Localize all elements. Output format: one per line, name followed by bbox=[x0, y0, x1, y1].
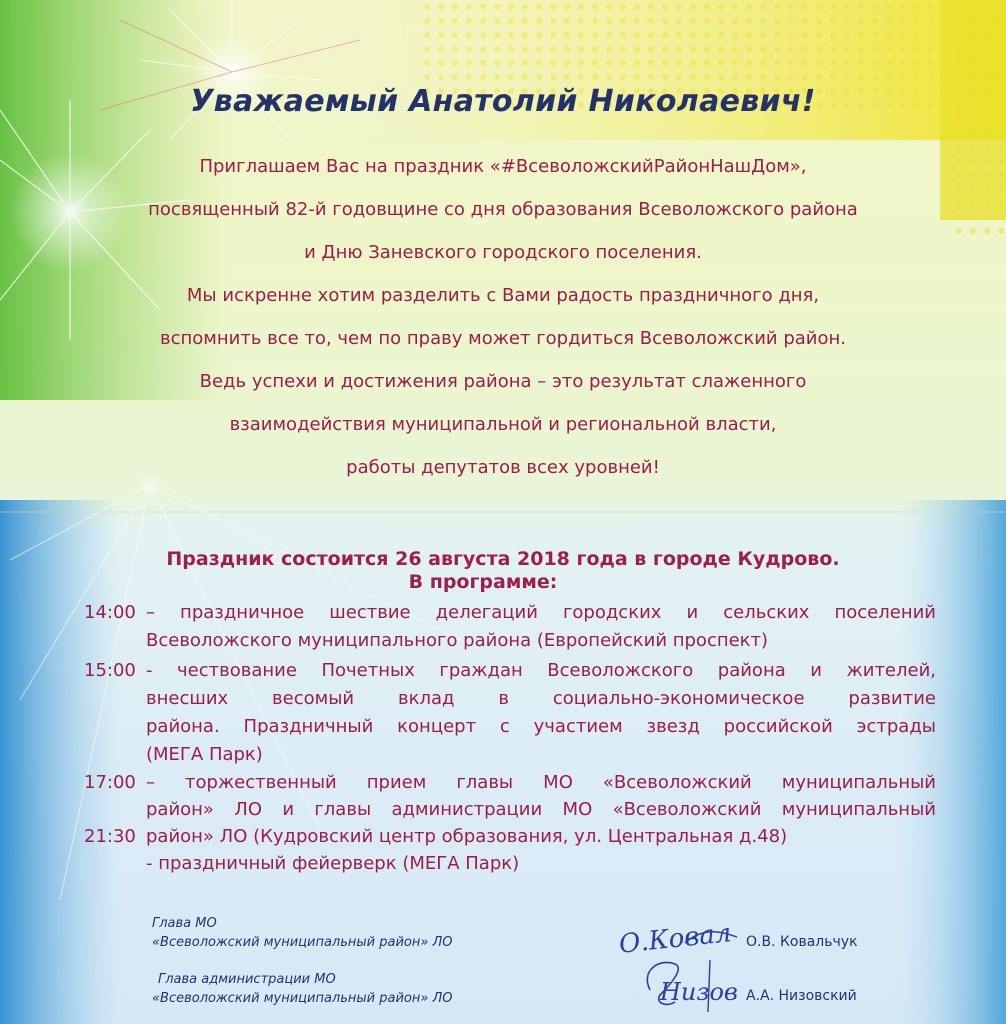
program-time: 21:30 bbox=[84, 826, 136, 847]
program-line: район» ЛО (Кудровский центр образования, ул. Центральная д.48) bbox=[146, 826, 788, 847]
program-line: район» ЛО и главы администрации МО «Всеволожский муниципальный bbox=[146, 799, 936, 820]
signature-nizovsky bbox=[630, 950, 740, 1020]
program-time: 15:00 bbox=[84, 660, 136, 681]
signatory-role: «Всеволожский муниципальный район» ЛО bbox=[152, 991, 453, 1006]
program-line: – праздничное шествие делегаций городских и сельских поселений bbox=[146, 602, 936, 623]
signatory-role: Глава МО bbox=[152, 916, 217, 931]
svg-text:О.Ковал: О.Ковал bbox=[617, 918, 733, 960]
invitation-line: Ведь успехи и достижения района – это результат слаженного bbox=[199, 371, 807, 392]
invitation-line: и Дню Заневского городского поселения. bbox=[304, 242, 702, 263]
signatory-role: Глава администрации МО bbox=[158, 972, 336, 987]
invitation-line: посвященный 82-й годовщине со дня образования Всеволожского района bbox=[148, 199, 858, 220]
signatory-role: «Всеволожский муниципальный район» ЛО bbox=[152, 935, 453, 950]
program-line: Всеволожского муниципального района (Европейский проспект) bbox=[146, 630, 769, 651]
program-line: (МЕГА Парк) bbox=[146, 744, 263, 765]
invitation-line: Мы искренне хотим разделить с Вами радость праздничного дня, bbox=[186, 285, 820, 306]
signatory-name: О.В. Ковальчук bbox=[746, 934, 858, 950]
invitation-line: взаимодействия муниципальной и региональной власти, bbox=[229, 414, 777, 435]
invitation-line: работы депутатов всех уровней! bbox=[346, 457, 660, 478]
invitation-line: вспомнить все то, чем по праву может гордиться Всеволожский район. bbox=[160, 328, 846, 349]
program-heading: В программе: bbox=[408, 571, 558, 593]
program-line: – торжественный прием главы МО «Всеволожский муниципальный bbox=[146, 772, 936, 793]
program-line: - чествование Почетных граждан Всеволожского района и жителей, bbox=[146, 660, 936, 681]
signatory-name: А.А. Низовский bbox=[746, 988, 857, 1004]
program-line: внесших весомый вклад в социально-экономическое развитие bbox=[146, 688, 936, 709]
invitation-line: Приглашаем Вас на праздник «#ВсеволожскийРайонНашДом», bbox=[199, 156, 807, 177]
program-line: района. Праздничный концерт с участием звезд российской эстрады bbox=[146, 716, 936, 737]
greeting-title: Уважаемый Анатолий Николаевич! bbox=[190, 84, 816, 119]
program-time: 17:00 bbox=[84, 772, 136, 793]
program-time: 14:00 bbox=[84, 602, 136, 623]
program-line: - праздничный фейерверк (МЕГА Парк) bbox=[146, 853, 520, 874]
event-date-heading: Праздник состоится 26 августа 2018 года в городе Кудрово. bbox=[166, 548, 840, 570]
svg-text:Низов: Низов bbox=[660, 978, 738, 1006]
